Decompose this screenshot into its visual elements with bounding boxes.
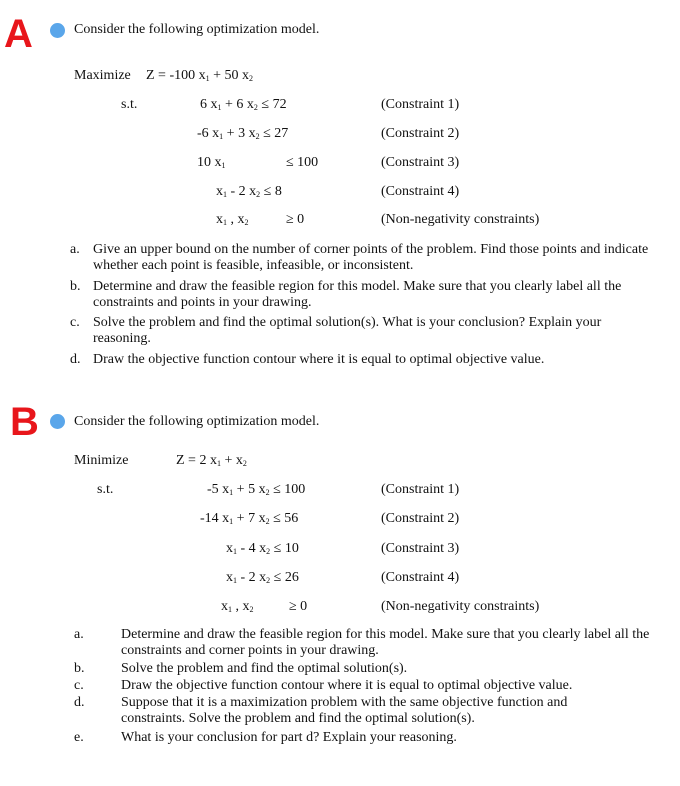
question-text: Draw the objective function contour where it is equal to optimal objective value. (93, 352, 545, 367)
problem-b-question-a (74, 627, 664, 661)
problem-b-constraint-2-expression: -14 $x_1 + 7$ $x_2 \le 56$ (200, 511, 299, 526)
problem-a-nonneg-rhs: ≥ 0 (286, 212, 305, 227)
problem-b-constraint-3-expression: $x_1 - 4$ $x_2 \le 10$ (226, 541, 299, 556)
problem-a-constraint-3-expression: 10 $x_1$ (197, 155, 226, 170)
problem-b-constraint-3-label: (Constraint 3) (381, 541, 460, 556)
question-text: What is your conclusion for part d? Explain your reasoning. (121, 730, 457, 745)
problem-a-intro: Consider the following optimization model. (74, 22, 320, 37)
problem-b-nonneg-expression: $x_1$ , $x_2$ (221, 599, 254, 614)
problem-b-question-e (74, 730, 664, 748)
problem-a-constraint-2-expression: -6 $x_1 + 3$ $x_2 \le 27$ (197, 126, 289, 141)
problem-a-constraint-3-label: (Constraint 3) (381, 155, 460, 170)
problem-a-nonneg-expression: $x_1$ , $x_2$ (216, 212, 249, 227)
problem-a-objective-sense: Maximize (74, 68, 131, 83)
problem-a-question-d (70, 352, 660, 370)
problem-b-objective-sense: Minimize (74, 453, 129, 468)
problem-b-nonneg-label: (Non-negativity constraints) (381, 599, 540, 614)
problem-a-constraint-4-label: (Constraint 4) (381, 184, 460, 199)
question-label: c. (70, 315, 80, 330)
question-label: a. (70, 242, 80, 257)
question-text: Draw the objective function contour where it is equal to optimal objective value. (121, 678, 573, 693)
problem-b-constraint-1-expression: -5 $x_1 + 5$ $x_2 \le 100$ (207, 482, 306, 497)
question-text: Give an upper bound on the number of corner points of the problem. Find those points and indicate whether each point is feasible, infeasible, or inconsistent. (93, 242, 649, 273)
problem-b-constraint-2-label: (Constraint 2) (381, 511, 460, 526)
question-label: d. (74, 695, 85, 710)
problem-b-constraint-1-label: (Constraint 1) (381, 482, 460, 497)
problem-b-nonneg-rhs: ≥ 0 (289, 599, 308, 614)
problem-b-question-c (74, 678, 664, 696)
question-text: Determine and draw the feasible region for this model. Make sure that you clearly label all the constraints and corner points in your drawing. (121, 627, 650, 658)
question-label: d. (70, 352, 81, 367)
question-label: c. (74, 678, 84, 693)
question-text: Solve the problem and find the optimal solution(s). (121, 661, 408, 676)
problem-a-constraint-2-label: (Constraint 2) (381, 126, 460, 141)
problem-a-objective-expression: Z = -100 $x_1 + 50$ $x_2$ (146, 68, 254, 83)
problem-a-question-c (70, 315, 660, 349)
problem-a-constraint-1-expression: 6 $x_1 + 6$ $x_2 \le 72$ (200, 97, 287, 112)
question-text: Solve the problem and find the optimal solution(s). What is your conclusion? Explain your reasoning. (93, 315, 602, 346)
problem-a-constraint-3-rhs: ≤ 100 (286, 155, 319, 170)
problem-a-question-a (70, 242, 660, 276)
question-label: e. (74, 730, 84, 745)
question-text: Determine and draw the feasible region for this model. Make sure that you clearly label all the constraints and points in your drawing. (93, 279, 622, 310)
problem-a-subject-to: s.t. (121, 97, 138, 112)
question-text: Suppose that it is a maximization problem with the same objective function and constraints. Solve the problem and find the optimal solution(s). (121, 695, 568, 726)
problem-a-constraint-1-label: (Constraint 1) (381, 97, 460, 112)
bullet-dot-icon (50, 414, 65, 429)
problem-b-subject-to: s.t. (97, 482, 114, 497)
question-label: b. (70, 279, 81, 294)
question-label: b. (74, 661, 85, 676)
bullet-dot-icon (50, 23, 65, 38)
problem-b-constraint-4-expression: $x_1 - 2$ $x_2 \le 26$ (226, 570, 299, 585)
problem-b-question-b (74, 661, 664, 679)
handwritten-letter-b: B (10, 400, 39, 444)
problem-a-question-b (70, 279, 660, 313)
problem-a-constraint-4-expression: $x_1 - 2$ $x_2 \le 8$ (216, 184, 282, 199)
question-label: a. (74, 627, 84, 642)
handwritten-letter-a: A (4, 12, 33, 56)
problem-b-constraint-4-label: (Constraint 4) (381, 570, 460, 585)
problem-b-intro: Consider the following optimization model. (74, 414, 320, 429)
problem-b-objective-expression: Z = 2 $x_1 + x_2$ (176, 453, 247, 468)
problem-b-question-d (74, 695, 664, 729)
problem-a-nonneg-label: (Non-negativity constraints) (381, 212, 540, 227)
